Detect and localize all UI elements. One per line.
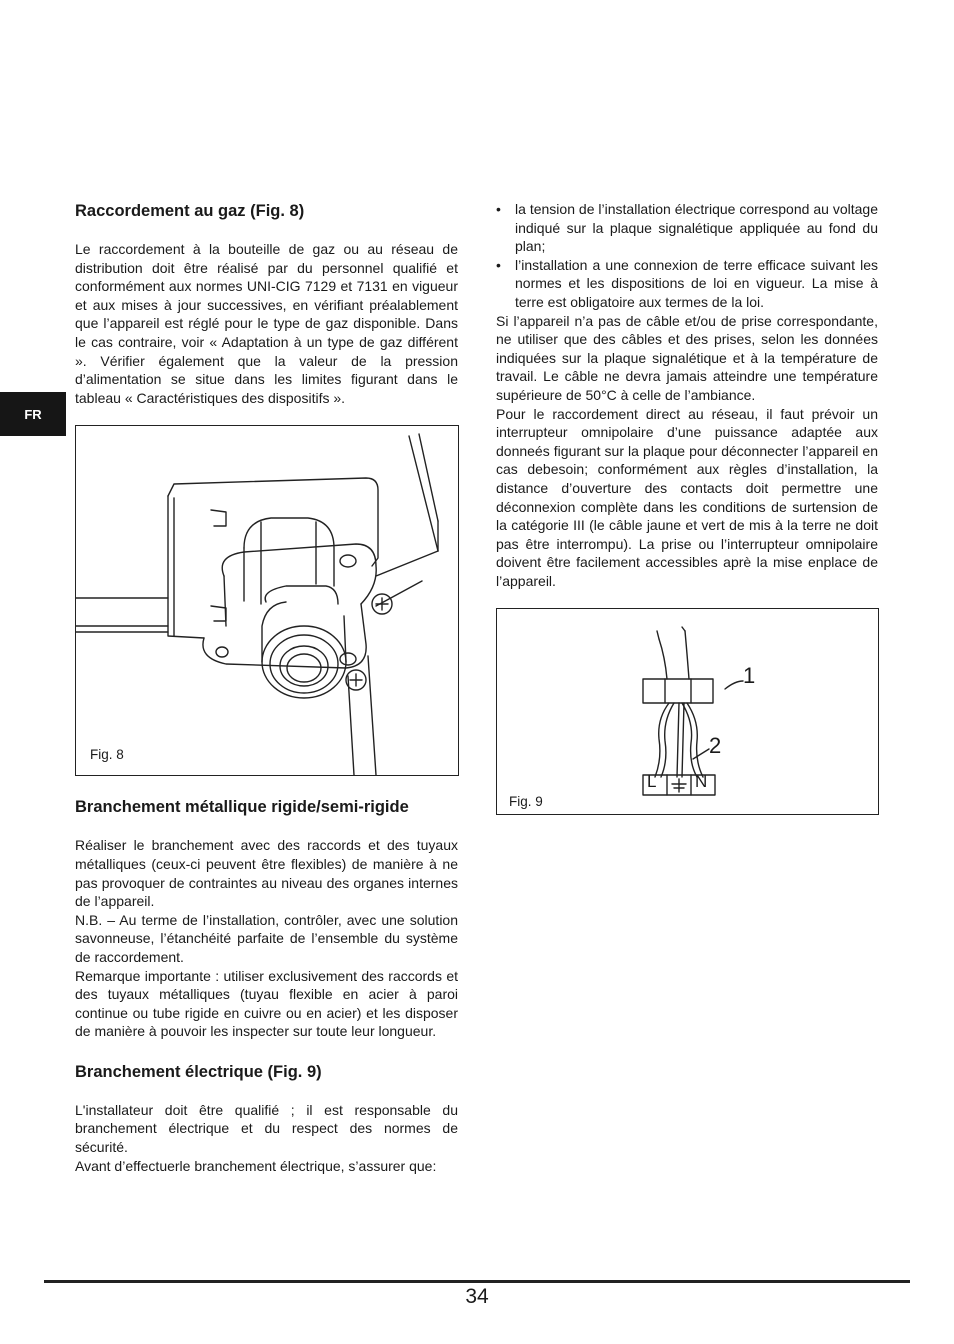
figure-8-caption: Fig. 8 [90, 746, 124, 762]
gas-paragraph: Le raccordement à la bouteille de gaz ou au réseau de distribution doit être réalisé par du personnel qualifié et conformément aux normes UNI-CIG 7129 et 7131 en vigueur et aux mises à jour successives, en vérifiant préalablement que l’appareil est réglé pour le type de gaz disponible. Dans le cas contraire, voir « Adaptation à un type de gaz différent ». Vérifier également que la valeur de la pression d’alimentation se situe dans les limites figurant dans le tableau « Caractéristiques des dispositifs ». [75, 241, 458, 406]
terminal-n-label: N [695, 772, 708, 792]
language-tab: FR [0, 392, 66, 436]
section-title-electric: Branchement électrique (Fig. 9) [75, 1062, 322, 1081]
gas-connector-illustration [76, 426, 458, 775]
electric-paragraph-2: Avant d’effectuerle branchement électrique, s’assurer que: [75, 1157, 437, 1174]
terminal-l-label: L [647, 772, 657, 792]
right-column [496, 200, 878, 815]
list-item: • l’installation a une connexion de terre efficace suivant les normes et les dispositions de loi en vigueur. La mise à terre est obligatoire aux termes de la loi. [496, 256, 878, 312]
electric-paragraph-1: L'installateur doit être qualifié ; il est responsable du branchement électrique et du respect des normes de sécurité. [75, 1101, 458, 1156]
figure-9-caption: Fig. 9 [509, 793, 543, 809]
callout-1: 1 [743, 663, 756, 689]
list-item: • la tension de l’installation électrique correspond au voltage indiqué sur la plaque signalétique appliquée au fond du plan; [496, 200, 878, 256]
metal-paragraph-3: Remarque importante : utiliser exclusivement des raccords et des tuyaux métalliques (tuyau flexible en acier à paroi continue ou tube rigide en cuivre ou en acier) et les disposer de manière à pouvoir les inspecter sur toute leur longueur. [75, 967, 458, 1040]
metal-paragraph-1: Réaliser le branchement avec des raccords et des tuyaux métalliques (ceux-ci peuvent être flexibles) de manière à ne pas provoquer de contraintes au niveau des organes internes de l’appareil. [75, 837, 458, 910]
section-title-metal: Branchement métallique rigide/semi-rigide [75, 798, 409, 817]
switch-paragraph: Pour le raccordement direct au réseau, il faut prévoir un interrupteur omnipolaire d’une puissance adaptée aux donneés figurant sur la plaque pour déconnecter l’appareil en cas debesoin; conformément aux règles d’installation, la distance d’ouverture des contacts doit permettre une déconnexion complète dans les conditions de surtension de la catégorie III (le câble jaune et vert de mis à la terre ne doit pas être interrompu). La prise ou l’interrupteur omnipolaire doivent être facilement accessibles aprè la mise enplace de l’appareil. [496, 405, 878, 589]
callout-2: 2 [709, 733, 722, 759]
figure-8 [75, 425, 459, 776]
requirements-list [496, 200, 878, 312]
page-number: 34 [465, 1285, 489, 1308]
section-title-gas: Raccordement au gaz (Fig. 8) [75, 202, 305, 220]
metal-paragraph-2: N.B. – Au terme de l’installation, contrôler, avec une solution savonneuse, l’étanchéité parfaite de l’ensemble du système de raccordement. [75, 911, 458, 965]
wiring-diagram [497, 609, 878, 814]
left-column [75, 200, 458, 1175]
figure-9 [496, 608, 879, 815]
cable-paragraph: Si l’appareil n’a pas de câble et/ou de prise correspondante, ne utiliser que des câbles et des prises, selon les données indiquées sur la plaque signalétique et à la température de travail. Le câble ne devra jamais atteindre une température supérieure de 50°C à celle de l’ambiance. [496, 312, 878, 403]
